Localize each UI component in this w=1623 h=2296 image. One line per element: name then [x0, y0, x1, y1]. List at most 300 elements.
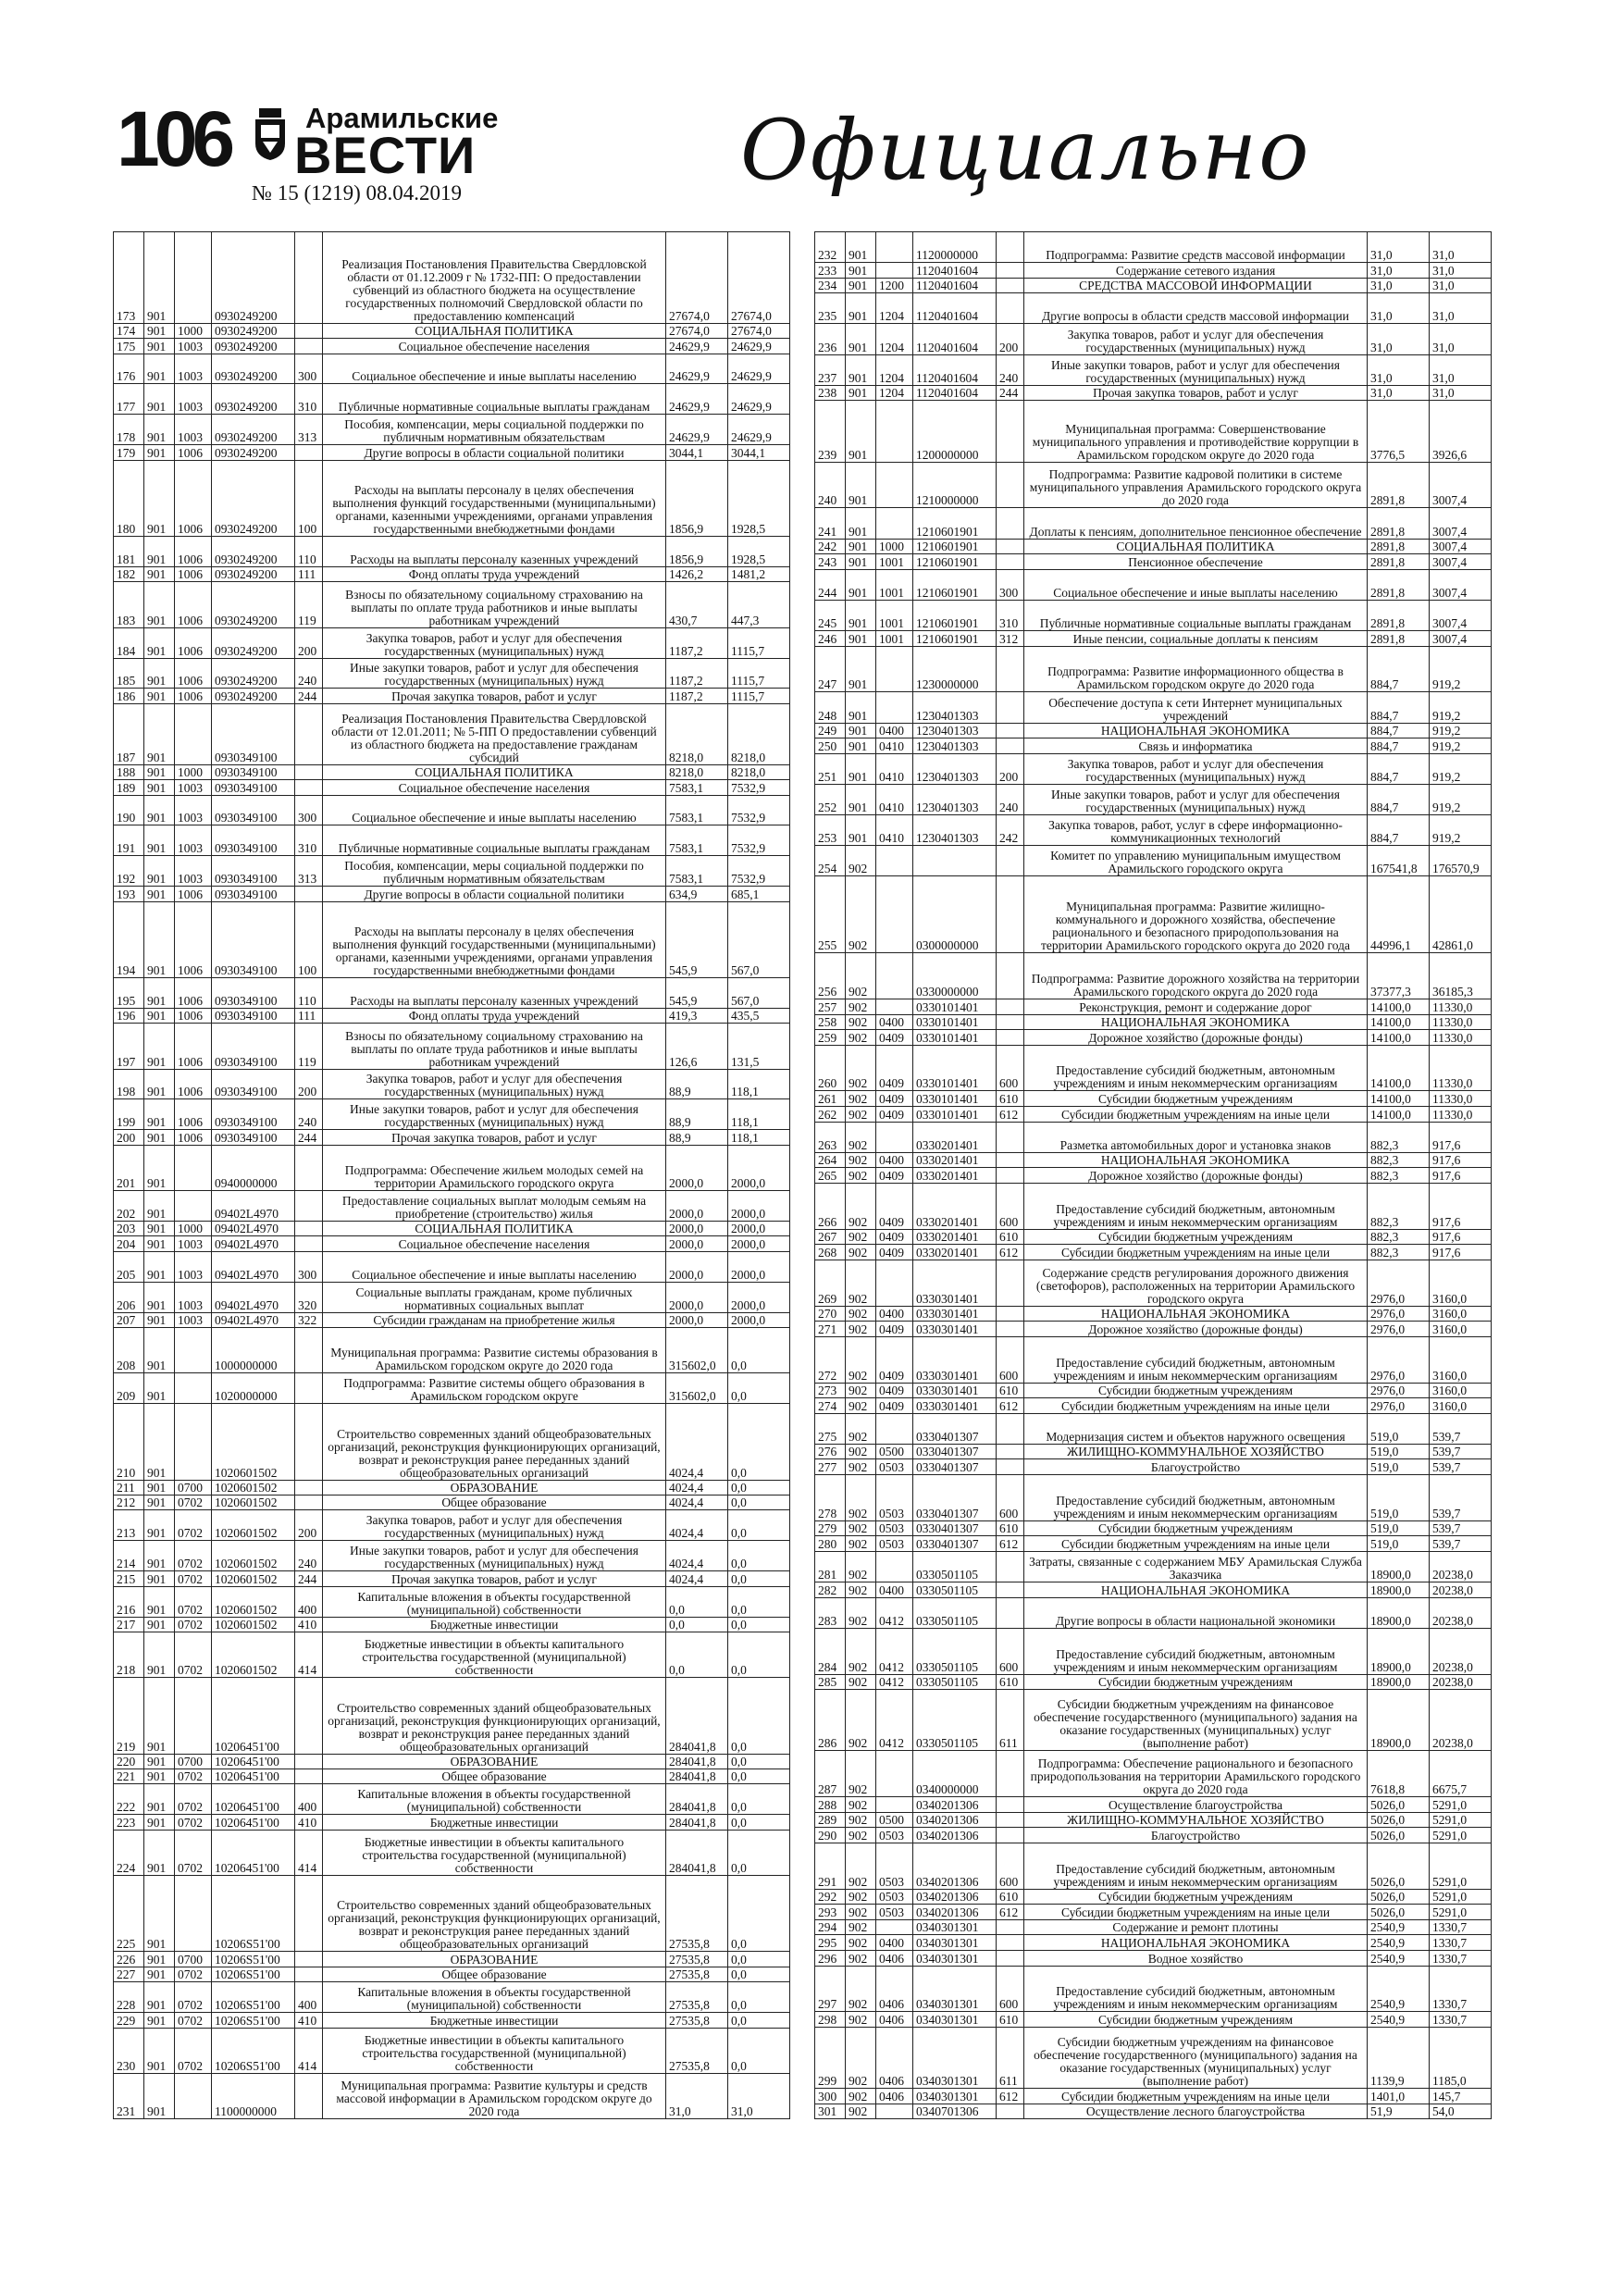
amount-2020: 1139,9	[1368, 2027, 1430, 2088]
table-row	[815, 385, 1492, 401]
admin-code: 901	[144, 1510, 175, 1541]
row-number: 286	[815, 1690, 846, 1751]
section-code: 0406	[876, 2012, 913, 2028]
expense-type: 240	[997, 784, 1024, 814]
table-row	[114, 1480, 790, 1495]
item-name: Субсидии бюджетным учреждениям	[1024, 1091, 1368, 1107]
amount-2020: 4024,4	[666, 1480, 728, 1495]
row-number: 275	[815, 1413, 846, 1444]
table-row	[114, 1982, 790, 2013]
section-code: 0409	[876, 1229, 913, 1245]
item-name: Пенсионное обеспечение	[1024, 554, 1368, 570]
admin-code: 902	[846, 1520, 876, 1536]
row-number: 238	[815, 385, 846, 401]
admin-code: 901	[846, 723, 876, 738]
section-code	[876, 1751, 913, 1797]
table-row	[815, 1536, 1492, 1552]
admin-code: 901	[144, 1784, 175, 1815]
row-number: 265	[815, 1168, 846, 1184]
row-number: 196	[114, 1008, 144, 1023]
amount-2021: 0,0	[728, 1541, 790, 1571]
amount-2020: 1856,9	[666, 536, 728, 566]
amount-2021: 31,0	[1430, 232, 1492, 263]
table-row	[114, 795, 790, 825]
admin-code: 902	[846, 2012, 876, 2028]
target-code: 0330401307	[913, 1536, 997, 1552]
item-name: Социальное обеспечение и иные выплаты населению	[323, 354, 666, 384]
item-name: Субсидии бюджетным учреждениям на финансовое обеспечение государственного (муниципального) задания на оказание государственных (муниципальных) услуг (выполнение работ)	[1024, 1690, 1368, 1751]
section-code	[876, 508, 913, 539]
admin-code: 902	[846, 1536, 876, 1552]
section-code: 1003	[175, 795, 212, 825]
target-code: 0330401307	[913, 1444, 997, 1459]
expense-type: 600	[997, 1628, 1024, 1674]
amount-2020: 519,0	[1368, 1459, 1430, 1475]
row-number: 187	[114, 703, 144, 764]
expense-type: 610	[997, 1889, 1024, 1905]
item-name: Подпрограмма: Обеспечение жильем молодых семей на территории Арамильского городского округа	[323, 1145, 666, 1190]
admin-code: 901	[144, 1830, 175, 1875]
row-number: 287	[815, 1751, 846, 1797]
section-code: 1204	[876, 324, 913, 354]
amount-2021: 11330,0	[1430, 1045, 1492, 1091]
amount-2021: 131,5	[728, 1024, 790, 1069]
section-code	[175, 232, 212, 324]
expense-type: 400	[295, 1982, 323, 2013]
table-row	[114, 1328, 790, 1373]
expense-type	[295, 1480, 323, 1495]
section-code: 0702	[175, 1571, 212, 1586]
section-code: 1003	[175, 1282, 212, 1312]
target-code: 1020601502	[212, 1617, 295, 1632]
amount-2020: 519,0	[1368, 1474, 1430, 1520]
table-row	[114, 566, 790, 581]
amount-2020: 31,0	[1368, 263, 1430, 279]
row-number: 252	[815, 784, 846, 814]
item-name: Комитет по управлению муниципальным имуществом Арамильского городского округа	[1024, 846, 1368, 876]
amount-2020: 2976,0	[1368, 1306, 1430, 1322]
expense-type: 200	[997, 324, 1024, 354]
table-row	[114, 901, 790, 977]
section-code: 1003	[175, 856, 212, 887]
table-row	[114, 1069, 790, 1099]
amount-2021: 0,0	[728, 1373, 790, 1404]
section-code: 0702	[175, 1769, 212, 1784]
row-number: 227	[114, 1967, 144, 1981]
item-name: Субсидии бюджетным учреждениям на иные цели	[1024, 1398, 1368, 1414]
amount-2021: 11330,0	[1430, 1014, 1492, 1030]
table-row	[114, 2073, 790, 2118]
amount-2021: 919,2	[1430, 692, 1492, 723]
amount-2020: 4024,4	[666, 1541, 728, 1571]
expense-type	[997, 263, 1024, 279]
table-row	[815, 1905, 1492, 1920]
expense-type	[997, 1260, 1024, 1306]
amount-2021: 0,0	[728, 1496, 790, 1510]
section-code: 0400	[876, 1582, 913, 1598]
amount-2020: 2540,9	[1368, 2012, 1430, 2028]
row-number: 248	[815, 692, 846, 723]
target-code: 1230401303	[913, 784, 997, 814]
expense-type: 410	[295, 2013, 323, 2028]
table-row	[815, 554, 1492, 570]
table-row	[114, 1312, 790, 1327]
expense-type	[997, 1597, 1024, 1628]
expense-type: 600	[997, 1045, 1024, 1091]
section-code: 0400	[876, 1014, 913, 1030]
expense-type	[295, 1769, 323, 1784]
table-row	[815, 1260, 1492, 1306]
amount-2020: 31,0	[1368, 278, 1430, 293]
expense-type: 610	[997, 1091, 1024, 1107]
expense-type	[295, 1145, 323, 1190]
expense-type	[997, 1444, 1024, 1459]
row-number: 229	[114, 2013, 144, 2028]
expense-type	[997, 692, 1024, 723]
amount-2020: 88,9	[666, 1069, 728, 1099]
row-number: 295	[815, 1935, 846, 1951]
target-code: 0330101401	[913, 1091, 997, 1107]
item-name: Благоустройство	[1024, 1459, 1368, 1475]
section-code: 1006	[175, 460, 212, 536]
expense-type: 610	[997, 1674, 1024, 1690]
row-number: 241	[815, 508, 846, 539]
amount-2020: 7583,1	[666, 825, 728, 856]
expense-type: 612	[997, 1398, 1024, 1414]
table-row	[815, 2089, 1492, 2104]
amount-2020: 2540,9	[1368, 1966, 1430, 2012]
expense-type	[295, 1952, 323, 1967]
amount-2020: 1187,2	[666, 658, 728, 689]
admin-code: 901	[144, 1145, 175, 1190]
row-number: 225	[114, 1876, 144, 1952]
amount-2021: 3160,0	[1430, 1306, 1492, 1322]
row-number: 282	[815, 1582, 846, 1598]
table-row	[815, 1014, 1492, 1030]
expense-type	[295, 764, 323, 779]
amount-2020: 44996,1	[1368, 876, 1430, 953]
amount-2021: 567,0	[728, 901, 790, 977]
target-code: 0930249200	[212, 566, 295, 581]
expense-type: 119	[295, 1024, 323, 1069]
admin-code: 901	[144, 1815, 175, 1830]
section-code: 0409	[876, 1383, 913, 1398]
table-row	[815, 1628, 1492, 1674]
admin-code: 901	[846, 738, 876, 754]
item-name: Другие вопросы в области средств массовой информации	[1024, 293, 1368, 324]
expense-type: 610	[997, 1383, 1024, 1398]
admin-code: 901	[144, 1571, 175, 1586]
admin-code: 901	[144, 1221, 175, 1235]
target-code: 0930249200	[212, 354, 295, 384]
table-row	[114, 2028, 790, 2073]
amount-2020: 884,7	[1368, 753, 1430, 784]
admin-code: 902	[846, 1582, 876, 1598]
item-name: СОЦИАЛЬНАЯ ПОЛИТИКА	[323, 323, 666, 338]
row-number: 245	[815, 600, 846, 630]
amount-2021: 917,6	[1430, 1122, 1492, 1152]
admin-code: 902	[846, 1628, 876, 1674]
amount-2020: 4024,4	[666, 1496, 728, 1510]
item-name: СОЦИАЛЬНАЯ ПОЛИТИКА	[323, 764, 666, 779]
expense-type: 313	[295, 856, 323, 887]
amount-2020: 284041,8	[666, 1769, 728, 1784]
amount-2021: 3007,4	[1430, 554, 1492, 570]
item-name: Осуществление благоустройства	[1024, 1797, 1368, 1813]
amount-2020: 31,0	[1368, 385, 1430, 401]
amount-2021: 3007,4	[1430, 569, 1492, 600]
target-code: 0930349100	[212, 1130, 295, 1145]
amount-2021: 31,0	[728, 2073, 790, 2118]
item-name: Водное хозяйство	[1024, 1950, 1368, 1966]
amount-2020: 2976,0	[1368, 1322, 1430, 1337]
admin-code: 901	[144, 1069, 175, 1099]
admin-code: 902	[846, 2104, 876, 2119]
admin-code: 901	[144, 977, 175, 1008]
amount-2021: 2000,0	[728, 1191, 790, 1222]
expense-type: 313	[295, 415, 323, 445]
table-row	[114, 1571, 790, 1586]
expense-type: 244	[295, 1130, 323, 1145]
target-code: 0330101401	[913, 1045, 997, 1091]
admin-code: 901	[144, 1952, 175, 1967]
target-code: 09402L4970	[212, 1221, 295, 1235]
expense-type: 600	[997, 1336, 1024, 1383]
section-code: 1003	[175, 1236, 212, 1251]
amount-2021: 1330,7	[1430, 1919, 1492, 1935]
section-code	[876, 692, 913, 723]
row-number: 263	[815, 1122, 846, 1152]
item-name: Субсидии бюджетным учреждениям на иные цели	[1024, 1245, 1368, 1260]
admin-code: 902	[846, 1597, 876, 1628]
item-name: Предоставление социальных выплат молодым семьям на приобретение (строительство) жилья	[323, 1191, 666, 1222]
section-code	[876, 1919, 913, 1935]
row-number: 298	[815, 2012, 846, 2028]
amount-2021: 919,2	[1430, 723, 1492, 738]
section-code: 0702	[175, 1830, 212, 1875]
expense-type	[997, 554, 1024, 570]
expense-type	[997, 508, 1024, 539]
target-code: 0330101401	[913, 999, 997, 1015]
target-code: 0330201401	[913, 1122, 997, 1152]
section-code: 0500	[876, 1444, 913, 1459]
target-code: 1020000000	[212, 1373, 295, 1404]
amount-2020: 519,0	[1368, 1413, 1430, 1444]
table-row	[815, 508, 1492, 539]
target-code: 09402L4970	[212, 1312, 295, 1327]
expense-type	[295, 339, 323, 354]
expense-type: 200	[295, 1069, 323, 1099]
item-name: Расходы на выплаты персоналу в целях обеспечения выполнения функций государственными (муниципальными) органами, казенными учреждениями, органами управления государственными внебюджетными фондами	[323, 901, 666, 977]
table-row	[114, 1008, 790, 1023]
amount-2021: 539,7	[1430, 1474, 1492, 1520]
section-code: 1204	[876, 354, 913, 385]
admin-code: 901	[144, 1251, 175, 1282]
item-name: Прочая закупка товаров, работ и услуг	[323, 1130, 666, 1145]
amount-2020: 31,0	[1368, 354, 1430, 385]
amount-2020: 27535,8	[666, 2013, 728, 2028]
admin-code: 902	[846, 1690, 876, 1751]
target-code: 0330501105	[913, 1582, 997, 1598]
admin-code: 901	[144, 323, 175, 338]
table-row	[815, 2012, 1492, 2028]
amount-2020: 1856,9	[666, 460, 728, 536]
amount-2021: 11330,0	[1430, 1030, 1492, 1046]
amount-2021: 1928,5	[728, 460, 790, 536]
amount-2021: 31,0	[1430, 293, 1492, 324]
table-row	[114, 339, 790, 354]
item-name: Строительство современных зданий общеобразовательных организаций, реконструкция функционирующих организаций, возврат и реконструкция ранее переданных зданий общеобразовательных организаций	[323, 1404, 666, 1480]
table-row	[114, 703, 790, 764]
table-row	[114, 1236, 790, 1251]
target-code: 0330401307	[913, 1474, 997, 1520]
item-name: Социальное обеспечение и иные выплаты населению	[323, 1251, 666, 1282]
amount-2021: 0,0	[728, 1982, 790, 2013]
section-code: 1006	[175, 582, 212, 627]
item-name: Прочая закупка товаров, работ и услуг	[1024, 385, 1368, 401]
row-number: 230	[114, 2028, 144, 2073]
amount-2020: 5026,0	[1368, 1905, 1430, 1920]
amount-2020: 2000,0	[666, 1251, 728, 1282]
target-code: 0940000000	[212, 1145, 295, 1190]
section-code: 0500	[876, 1812, 913, 1828]
table-row	[114, 887, 790, 901]
table-row	[815, 354, 1492, 385]
amount-2021: 31,0	[1430, 385, 1492, 401]
item-name: Иные закупки товаров, работ и услуг для обеспечения государственных (муниципальных) нужд	[1024, 784, 1368, 814]
page-number: 106	[117, 95, 230, 182]
item-name: Предоставление субсидий бюджетным, автономным учреждениям и иным некоммерческим организациям	[1024, 1966, 1368, 2012]
row-number: 173	[114, 232, 144, 324]
item-name: Бюджетные инвестиции в объекты капитального строительства государственной (муниципальной) собственности	[323, 1632, 666, 1677]
amount-2020: 315602,0	[666, 1373, 728, 1404]
row-number: 224	[114, 1830, 144, 1875]
item-name: Субсидии бюджетным учреждениям	[1024, 1889, 1368, 1905]
amount-2021: 176570,9	[1430, 846, 1492, 876]
row-number: 197	[114, 1024, 144, 1069]
target-code: 1210601901	[913, 539, 997, 554]
item-name: СРЕДСТВА МАССОВОЙ ИНФОРМАЦИИ	[1024, 278, 1368, 293]
item-name: ОБРАЗОВАНИЕ	[323, 1952, 666, 1967]
amount-2020: 2976,0	[1368, 1260, 1430, 1306]
section-code: 0702	[175, 1586, 212, 1617]
amount-2021: 3926,6	[1430, 401, 1492, 462]
table-row	[815, 1459, 1492, 1475]
target-code: 0930349100	[212, 764, 295, 779]
item-name: Муниципальная программа: Развитие системы образования в Арамильском городском округе до 2020 года	[323, 1328, 666, 1373]
expense-type	[295, 1373, 323, 1404]
amount-2021: 1330,7	[1430, 1966, 1492, 2012]
admin-code: 901	[144, 780, 175, 795]
target-code: 0340201306	[913, 1889, 997, 1905]
row-number: 264	[815, 1152, 846, 1168]
row-number: 256	[815, 953, 846, 999]
table-row	[815, 1828, 1492, 1843]
item-name: Субсидии бюджетным учреждениям на иные цели	[1024, 1107, 1368, 1123]
amount-2021: 919,2	[1430, 646, 1492, 692]
amount-2020: 8218,0	[666, 764, 728, 779]
table-row	[815, 1030, 1492, 1046]
target-code: 0330301401	[913, 1260, 997, 1306]
section-code: 0700	[175, 1952, 212, 1967]
target-code: 10206S51'00	[212, 2028, 295, 2073]
target-code: 0330101401	[913, 1014, 997, 1030]
row-number: 268	[815, 1245, 846, 1260]
section-code: 0503	[876, 1905, 913, 1920]
expense-type	[997, 401, 1024, 462]
section-code	[876, 232, 913, 263]
section-code: 0400	[876, 1935, 913, 1951]
admin-code: 902	[846, 1843, 876, 1889]
row-number: 202	[114, 1191, 144, 1222]
amount-2020: 519,0	[1368, 1536, 1430, 1552]
section-code: 0702	[175, 2028, 212, 2073]
target-code: 0340301301	[913, 2089, 997, 2104]
row-number: 209	[114, 1373, 144, 1404]
row-number: 226	[114, 1952, 144, 1967]
table-row	[815, 1229, 1492, 1245]
amount-2021: 919,2	[1430, 815, 1492, 846]
expense-type: 100	[295, 901, 323, 977]
expense-type	[295, 1191, 323, 1222]
section-code: 1006	[175, 1069, 212, 1099]
target-code: 0340301301	[913, 2027, 997, 2088]
amount-2021: 0,0	[728, 1815, 790, 1830]
section-code: 0412	[876, 1674, 913, 1690]
table-row	[114, 1099, 790, 1130]
expense-type: 600	[997, 1183, 1024, 1229]
target-code: 0930249200	[212, 384, 295, 415]
item-name: Закупка товаров, работ и услуг для обеспечения государственных (муниципальных) нужд	[1024, 753, 1368, 784]
amount-2020: 3776,5	[1368, 401, 1430, 462]
amount-2021: 917,6	[1430, 1245, 1492, 1260]
table-row	[815, 1107, 1492, 1123]
amount-2021: 0,0	[728, 1769, 790, 1784]
item-name: Благоустройство	[1024, 1828, 1368, 1843]
section-code: 1001	[876, 631, 913, 647]
amount-2020: 1187,2	[666, 627, 728, 658]
amount-2021: 1115,7	[728, 689, 790, 703]
target-code: 1020601502	[212, 1404, 295, 1480]
expense-type	[295, 1967, 323, 1981]
amount-2021: 539,7	[1430, 1444, 1492, 1459]
target-code: 0930249200	[212, 339, 295, 354]
amount-2021: 145,7	[1430, 2089, 1492, 2104]
row-number: 208	[114, 1328, 144, 1373]
admin-code: 901	[846, 232, 876, 263]
row-number: 274	[815, 1398, 846, 1414]
row-number: 220	[114, 1754, 144, 1769]
target-code: 0340201306	[913, 1905, 997, 1920]
row-number: 247	[815, 646, 846, 692]
item-name: НАЦИОНАЛЬНАЯ ЭКОНОМИКА	[1024, 1014, 1368, 1030]
item-name: Предоставление субсидий бюджетным, автономным учреждениям и иным некоммерческим организациям	[1024, 1628, 1368, 1674]
target-code: 0930249200	[212, 658, 295, 689]
amount-2020: 2891,8	[1368, 600, 1430, 630]
amount-2020: 884,7	[1368, 738, 1430, 754]
target-code: 09402L4970	[212, 1251, 295, 1282]
section-code: 0410	[876, 753, 913, 784]
target-code: 0930349100	[212, 795, 295, 825]
expense-type: 242	[997, 815, 1024, 846]
target-code: 0340201306	[913, 1843, 997, 1889]
amount-2020: 545,9	[666, 901, 728, 977]
item-name: Субсидии бюджетным учреждениям	[1024, 1229, 1368, 1245]
section-code: 1200	[876, 278, 913, 293]
item-name: Взносы по обязательному социальному страхованию на выплаты по оплате труда работников и иные выплаты работникам учреждений	[323, 582, 666, 627]
target-code: 0340301301	[913, 1919, 997, 1935]
admin-code: 901	[846, 784, 876, 814]
